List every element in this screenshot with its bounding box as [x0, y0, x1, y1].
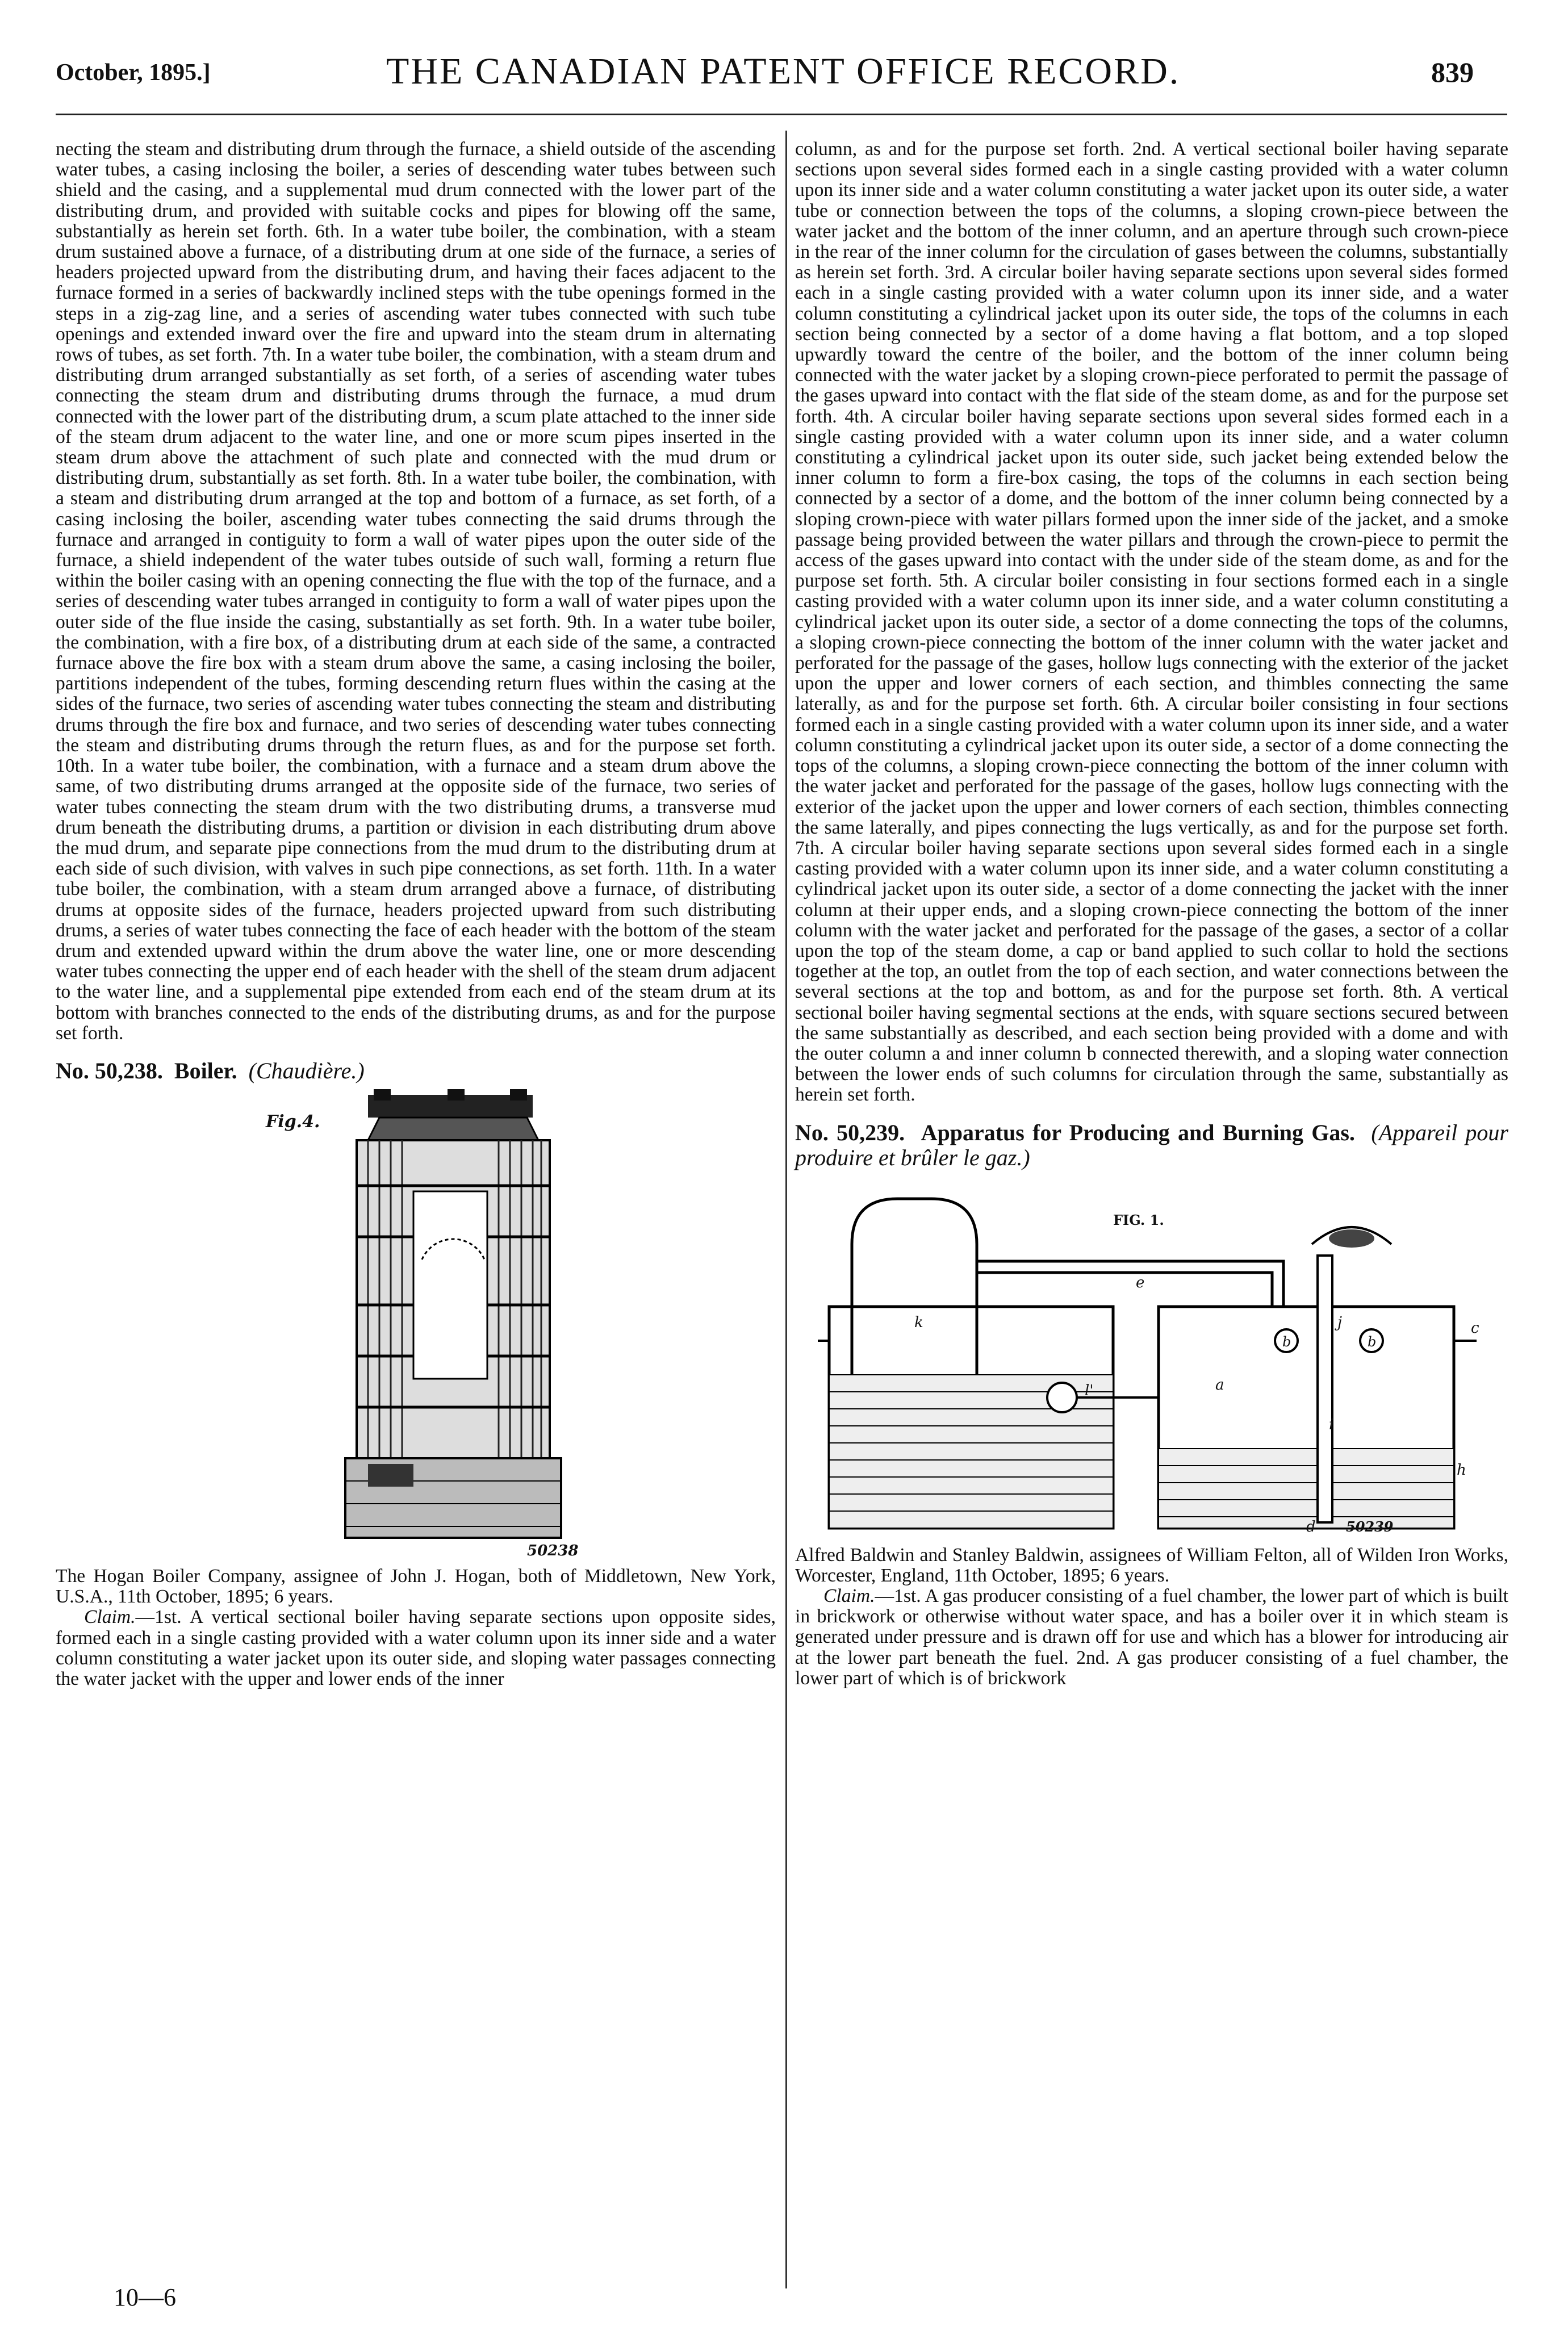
- figure-number: 50238: [527, 1542, 579, 1559]
- page-header: [0, 0, 1568, 125]
- right-column: [795, 139, 1508, 1689]
- figure-number: 50239: [1346, 1518, 1394, 1535]
- patent-title-french: (Appareil pour produire et brûler le gaz.): [795, 1119, 1508, 1170]
- figure-label: FIG. 1.: [1113, 1211, 1164, 1228]
- patent-title: Apparatus for Producing and Burning Gas.: [921, 1119, 1355, 1145]
- figure-letter-e: e: [1136, 1274, 1145, 1291]
- patent-number: No. 50,239.: [795, 1119, 905, 1145]
- figure-letter-k: k: [914, 1313, 923, 1331]
- boiler-figure: [266, 1089, 595, 1560]
- assignee-text: The Hogan Boiler Company, assignee of John J. Hogan, both of Middletown, New York, U.S.A., 11th October, 1895; 6 years.: [56, 1565, 776, 1608]
- patent-title: Boiler.: [174, 1057, 237, 1083]
- figure-letter-d: d: [1306, 1518, 1316, 1535]
- claim-text: —1st. A vertical sectional boiler having separate sections upon opposite sides, formed each in a single casting provided with a water column upon its inner side and a water column constituting a water jacket upon its outer side, and sloping water passages connecting the water jacket with the upper and lower ends of the inner: [56, 1606, 776, 1689]
- column-divider: [785, 131, 787, 2288]
- patent-heading-50239: [795, 1120, 1508, 1170]
- figure-letter-a: a: [1215, 1376, 1224, 1394]
- journal-title: THE CANADIAN PATENT OFFICE RECORD.: [386, 51, 1181, 92]
- header-rule: [56, 114, 1507, 115]
- page-number: 839: [1431, 56, 1474, 88]
- figure-letter-l: l': [1085, 1382, 1094, 1399]
- patent-title-french: (Chaudière.): [248, 1057, 365, 1083]
- issue-date: October, 1895.]: [56, 60, 211, 86]
- patent-heading-50238: [56, 1058, 776, 1083]
- claim-paragraph: [56, 1607, 776, 1689]
- continued-claims-text: necting the steam and distributing drum through the furnace, a shield outside of the ascending water tubes, a casing inclosing the boiler, a series of descending water tubes between such shield and the casing, and a supplemental mud drum connected with the lower part of the distributing drum, and provided with suitable cocks and pipes for blowing off the same, substantially as herein set forth. 6th. In a water tube boiler, the combination, with a steam drum sustained above a furnace, of a distributing drum at one side of the furnace, a series of headers projected upward from the distributing drum, and having their faces adjacent to the furnace formed in a series of backwardly inclined steps with the tube openings formed in the steps in a zig-zag line, and a series of ascending water tubes connected with such tube openings and extended inward over the fire and upward into the steam drum in alternating rows of tubes, as set forth. 7th. In a water tube boiler, the combination, with a steam drum and distributing drum arranged substantially as set forth, of a series of ascending water tubes connecting the steam drum and distributing drums through the furnace, a mud drum connected with the lower part of the distributing drum, a scum plate attached to the inner side of the steam drum adjacent to the water line, and one or more scum pipes inserted in the steam drum above the attachment of such plate and connected with the mud drum or distributing drum, substantially as set forth. 8th. In a water tube boiler, the combination, with a steam and distributing drum arranged at the top and bottom of a furnace, as set forth, of a casing inclosing the boiler, ascending water tubes connecting the said drums through the furnace and arranged in contiguity to form a wall of water pipes upon the outer side of the furnace, a shield independent of the water tubes outside of such wall, forming a return flue within the boiler casing with an opening connecting the flue with the top of the furnace, and a series of descending water tubes arranged in contiguity to form a wall of water pipes upon the outer side of the flue inside the casing, substantially as set forth. 9th. In a water tube boiler, the combination, with a fire box, of a distributing drum at each side of the same, a contracted furnace above the fire box with a steam drum above the same, a casing inclosing the boiler, partitions independent of the tubes, forming descending return flues within the casing at the sides of the furnace, two series of ascending water tubes connecting the steam and distributing drums through the fire box and furnace, and two series of descending water tubes connecting the steam and distributing drums through the return flues, as and for the purpose set forth. 10th. In a water tube boiler, the combination, with a furnace and a steam drum above the same, of two distributing drums arranged at the opposite side of the furnace, two series of water tubes connecting the steam drum with the two distributing drums, a transverse mud drum beneath the distributing drums, a partition or division in each distributing drum above the mud drum, and separate pipe connections from the mud drum to the distributing drum at each side of such division, with valves in such pipe connections, as set forth. 11th. In a water tube boiler, the combination, with a steam drum arranged above a furnace, of distributing drums at opposite sides of the furnace, headers projected upward from such distributing drums, a series of water tubes connecting the face of each header with the bottom of the steam drum and extended upward within the drum above the water line, one or more descending water tubes connecting the upper end of each header with the shell of the steam drum adjacent to the water line, and a supplemental pipe extended from each end of the steam drum at its bottom with branches connected to the ends of the distributing drums, as and for the purpose set forth.: [56, 139, 776, 1044]
- figure-label: Fig.4.: [266, 1111, 320, 1132]
- claim-label: Claim.: [84, 1606, 136, 1628]
- figure-letter-h: h: [1457, 1461, 1466, 1479]
- figure-letter-b1: b: [1282, 1333, 1291, 1350]
- gas-apparatus-figure: [818, 1176, 1488, 1539]
- figure-letter-i: i: [1329, 1416, 1334, 1433]
- claim-text: —1st. A gas producer consisting of a fuel chamber, the lower part of which is built in brickwork or otherwise without water space, and has a boiler over it in which steam is generated under pressure and is drawn off for use and which has a blower for introducing air at the lower part beneath the fuel. 2nd. A gas producer consisting of a fuel chamber, the lower part of which is of brickwork: [795, 1585, 1508, 1689]
- figure-letter-c: c: [1471, 1319, 1479, 1337]
- patent-number: No. 50,238.: [56, 1057, 163, 1083]
- figure-letter-b2: b: [1368, 1333, 1377, 1350]
- assignee-text: Alfred Baldwin and Stanley Baldwin, assignees of William Felton, all of Wilden Iron Works, Worcester, England, 11th October, 1895; 6 years.: [795, 1544, 1508, 1586]
- claim-paragraph: [795, 1586, 1508, 1689]
- continued-claims-text: column, as and for the purpose set forth. 2nd. A vertical sectional boiler having separate sections upon several sides formed each in a single casting provided with a water column upon its inner side and a water column constituting a water jacket upon its outer side, a water tube or connection between the tops of the columns, a sloping crown-piece between the water jacket and the bottom of the inner column, and an aperture through such crown-piece in the rear of the inner column for the circulation of gases between the columns, substantially as herein set forth. 3rd. A circular boiler having separate sections upon several sides formed each in a single casting provided with a water column upon its inner side, and a water column constituting a cylindrical jacket upon its outer side, the tops of the columns in each section being connected by a sector of a dome having a flat bottom, and a top sloped upwardly toward the centre of the boiler, and the bottom of the inner column being connected with the water jacket by a sloping crown-piece perforated to permit the passage of the gases upward into contact with the flat side of the steam dome, as and for the purpose set forth. 4th. A circular boiler having separate sections upon several sides formed each in a single casting provided with a water column upon its inner side, and a water column constituting a cylindrical jacket upon its outer side, such jacket being extended below the inner column to form a fire-box casing, the tops of the columns in each section being connected by a sector of a dome, and the bottom of the inner column being connected by a sloping crown-piece with water pillars formed upon the inner side of the jacket, and a smoke passage being provided between the water pillars and through the crown-piece to permit the access of the gases upward into contact with the under side of the steam dome, as and for the purpose set forth. 5th. A circular boiler consisting in four sections formed each in a single casting provided with a water column upon its inner side, and a water column constituting a cylindrical jacket upon its outer side, a sector of a dome connecting the tops of the columns, a sloping crown-piece connecting the bottom of the inner column with the water jacket and perforated for the passage of the gases, hollow lugs connecting with the exterior of the jacket upon the upper and lower corners of each section, and thimbles connecting the same laterally, as and for the purpose set forth. 6th. A circular boiler consisting in four sections formed each in a single casting provided with a water column upon its inner side, and a water column constituting a cylindrical jacket upon its outer side, a sector of a dome connecting the tops of the columns, a sloping crown-piece connecting the bottom of the inner column with the water jacket and perforated for the passage of the gases, hollow lugs connecting with the exterior of the jacket upon the upper and lower corners of each section, thimbles connecting the same laterally, and pipes connecting the lugs vertically, as and for the purpose set forth. 7th. A circular boiler having separate sections upon several sides formed each in a single casting provided with a water column upon its inner side, and a water column constituting a cylindrical jacket upon its outer side, a sector of a dome connecting the jacket with the inner column at their upper ends, and a sloping crown-piece connecting the bottom of the inner column with the water jacket and perforated for the passage of the gases, a sector of a collar upon the top of the steam dome, a cap or band applied to such collar to hold the sections together at the top, an outlet from the top of each section, and water connections between the several sections at the top and bottom, as and for the purpose set forth. 8th. A vertical sectional boiler having segmental sections at the ends, with square sections secured between the same substantially as described, and each section being provided with a dome and with the outer column a and inner column b connected therewith, and a sloping water connection between the lower ends of such columns for circulation through the same, substantially as herein set forth.: [795, 139, 1508, 1106]
- left-column: [56, 139, 776, 1689]
- boiler-drawing: [300, 1089, 595, 1560]
- figure-letter-j: j: [1337, 1313, 1343, 1331]
- signature-mark: 10—6: [114, 2283, 176, 2311]
- claim-label: Claim.: [823, 1585, 875, 1606]
